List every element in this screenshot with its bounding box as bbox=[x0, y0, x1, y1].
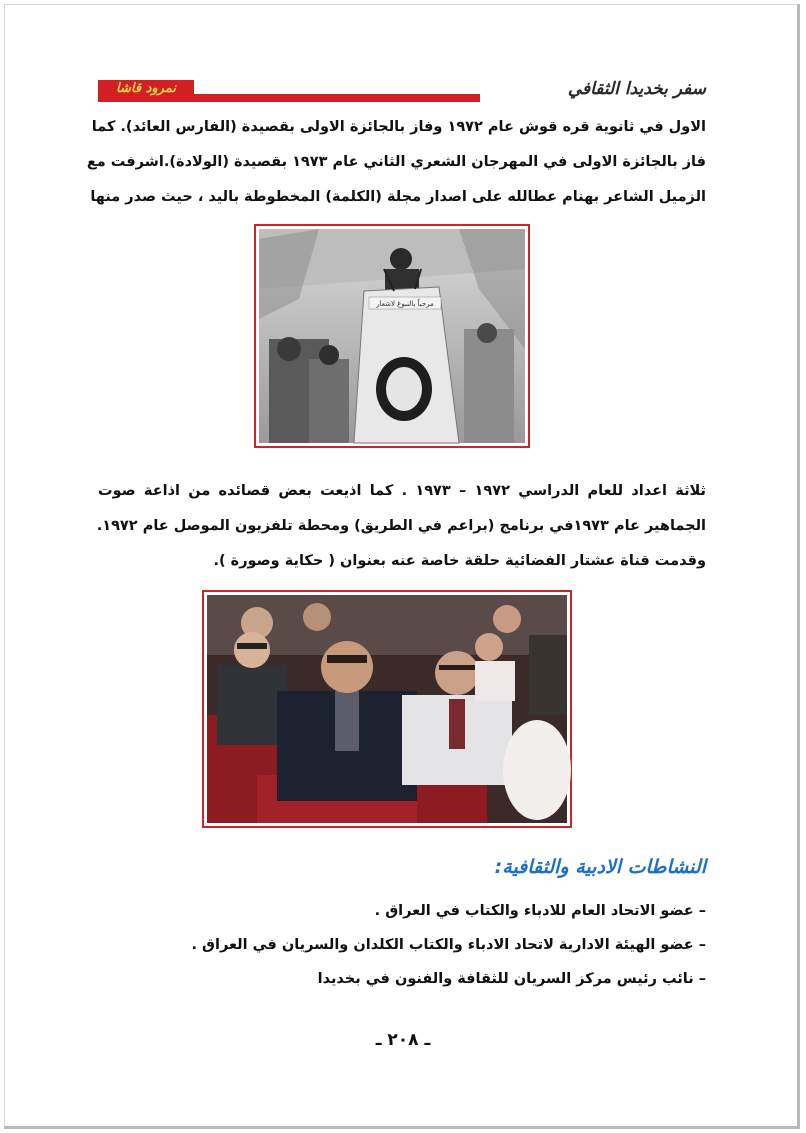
paragraph-line: الاول في ثانوية قره قوش عام ١٩٧٢ وفاز بالجائزة الاولى بقصيدة (الفارس العائد). كما bbox=[91, 119, 706, 135]
paragraph-1 bbox=[86, 110, 706, 215]
photo-speaker-image bbox=[259, 229, 525, 443]
photo-audience-image bbox=[207, 595, 567, 823]
page-number: ـ ٢٠٨ ـ bbox=[375, 1030, 431, 1050]
header-title: سفر بخديدا الثقافي bbox=[480, 74, 706, 104]
list-item: – عضو الهيئة الادارية لاتحاد الادباء والكتاب الكلدان والسريان في العراق . bbox=[191, 937, 706, 953]
paragraph-line: ثلاثة اعداد للعام الدراسي ١٩٧٢ – ١٩٧٣ . كما اذيعت بعض قصائده من اذاعة صوت bbox=[98, 483, 706, 499]
list-item: – نائب رئيس مركز السريان للثقافة والفنون في بخديدا bbox=[317, 971, 706, 987]
list-item: – عضو الاتحاد العام للادباء والكتاب في العراق . bbox=[374, 903, 706, 919]
paragraph-line: فاز بالجائزة الاولى في المهرجان الشعري الثاني عام ١٩٧٣ بقصيدة (الولادة).اشرفت مع bbox=[86, 154, 706, 170]
header-author: نمرود قاشا bbox=[116, 81, 176, 96]
photo-audience bbox=[202, 590, 572, 828]
paragraph-line: وقدمت قناة عشتار الفضائية حلقة خاصة عنه بعنوان ( حكاية وصورة ). bbox=[213, 553, 706, 569]
photo-speaker-podium bbox=[254, 224, 530, 448]
paragraph-line: الجماهير عام ١٩٧٣في برنامج (براعم في الطريق) ومحطة تلفزيون الموصل عام ١٩٧٢. bbox=[96, 518, 706, 534]
activities-list bbox=[98, 894, 706, 996]
podium-banner-text: مرحباً بالنبوغ لاشعار bbox=[376, 300, 434, 308]
section-title: النشاطات الادبية والثقافية: bbox=[494, 856, 706, 878]
header-author-badge bbox=[98, 80, 194, 98]
paragraph-line: الزميل الشاعر بهنام عطالله على اصدار مجلة (الكلمة) المخطوطة باليد ، حيث صدر منها bbox=[90, 189, 706, 205]
paragraph-2 bbox=[98, 474, 706, 579]
